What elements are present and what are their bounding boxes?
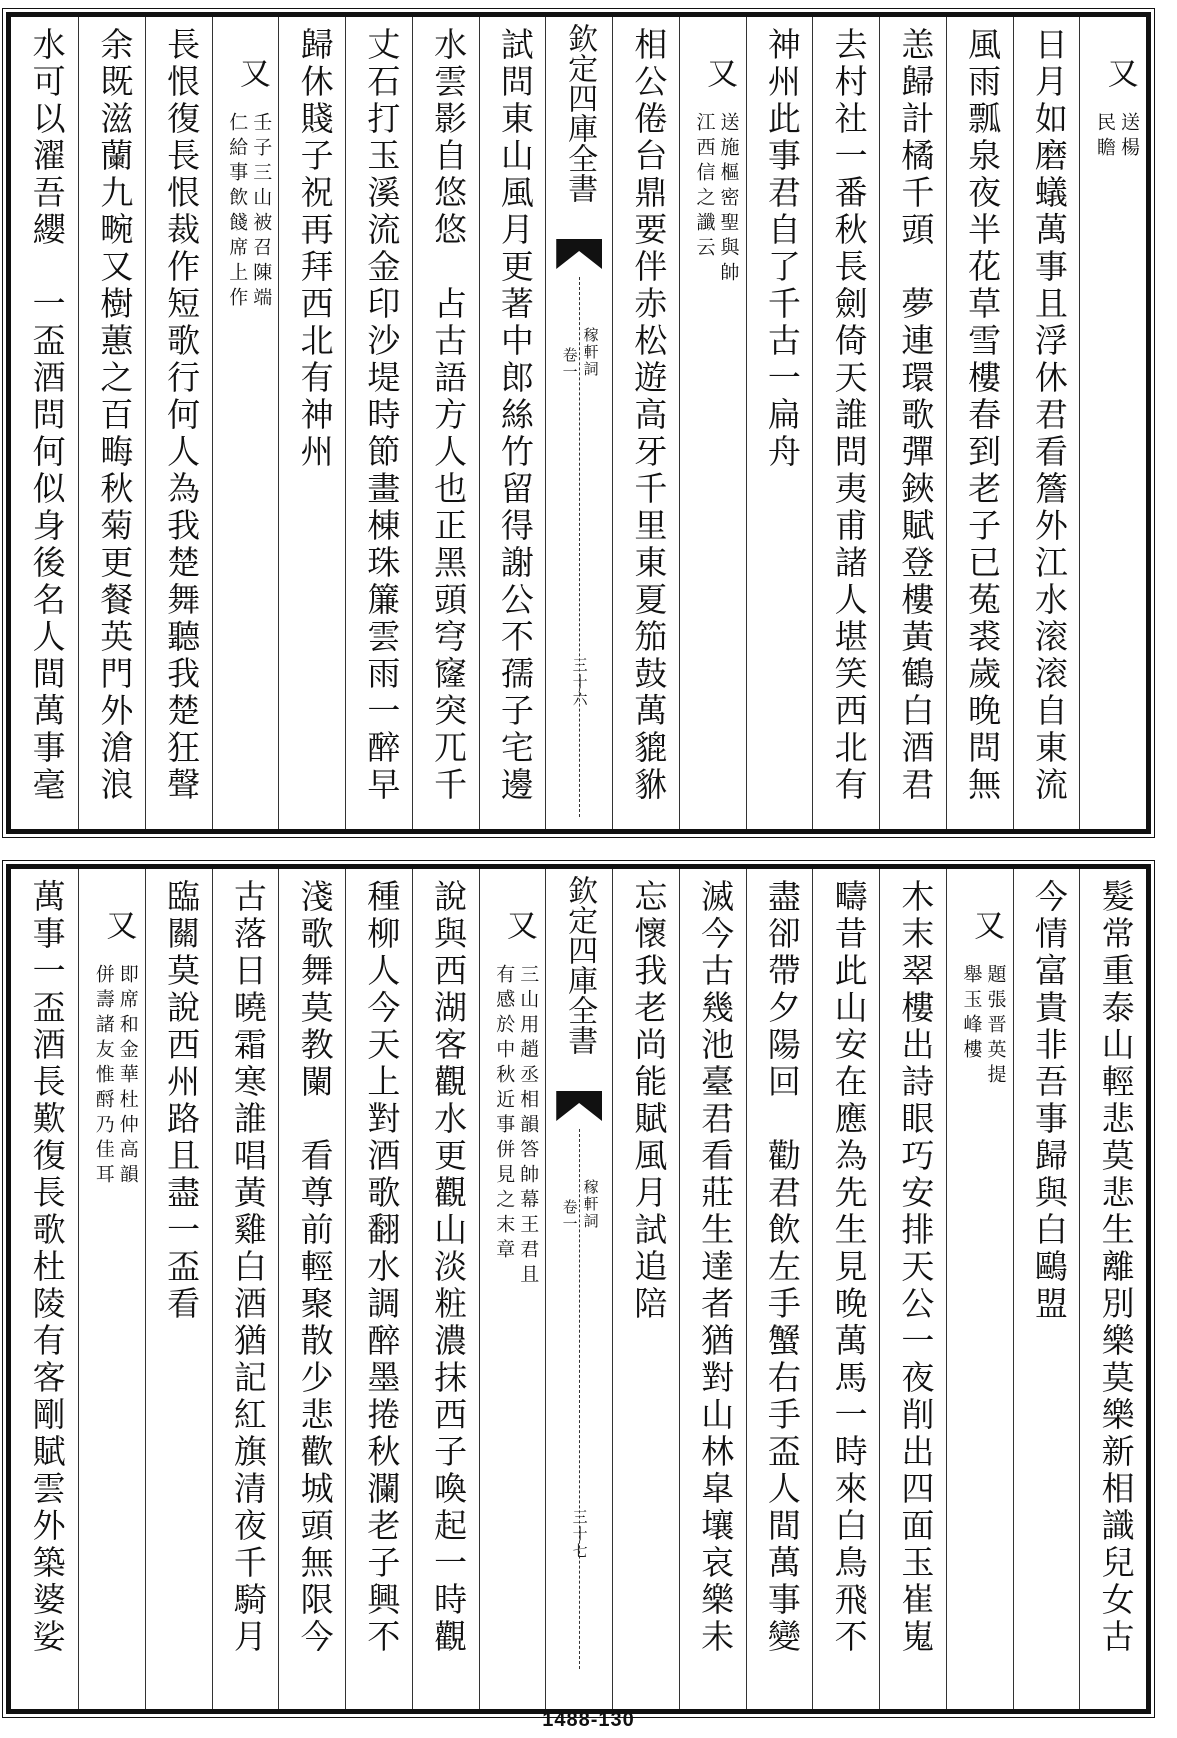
collection-title: 欽定四庫全書 bbox=[562, 23, 598, 203]
top-page bbox=[6, 12, 1151, 834]
text-column bbox=[412, 869, 479, 1709]
column-text: 髮常重泰山輕悲莫悲生離別樂莫樂新相識兒女古 bbox=[1096, 879, 1136, 1656]
poem-note: 有感於中秋近事併見之末章 bbox=[493, 964, 516, 1264]
column-text: 滅今古幾池臺君看莊生達者猶對山林皐壤哀樂未 bbox=[696, 879, 736, 1656]
collection-title: 欽定四庫全書 bbox=[562, 875, 598, 1055]
column-text: 疇昔此山安在應為先生見晚萬馬一時來白鳥飛不 bbox=[829, 879, 869, 1656]
column-text: 余既滋蘭九畹又樹蕙之百畮秋菊更餐英門外滄浪 bbox=[95, 27, 135, 804]
column-text: 古落日曉霜寒誰唱黃雞白酒猶記紅旗清夜千騎月 bbox=[228, 879, 268, 1656]
text-column bbox=[212, 869, 279, 1709]
text-column bbox=[746, 17, 813, 829]
column-text: 臨關莫說西州路且盡一盃看 bbox=[162, 879, 202, 1323]
poem-subtitle bbox=[493, 964, 539, 1289]
poem-subtitle bbox=[694, 112, 740, 287]
fold-line bbox=[579, 1129, 580, 1669]
text-column bbox=[479, 17, 546, 829]
column-text: 去村社一番秋長劍倚天誰問夷甫諸人堪笑西北有 bbox=[829, 27, 869, 804]
fishtail-mark bbox=[556, 239, 602, 269]
text-column bbox=[345, 869, 412, 1709]
text-column bbox=[11, 869, 78, 1709]
poem-heading-column bbox=[212, 17, 279, 829]
poem-heading-column bbox=[946, 869, 1013, 1709]
column-text: 忘懷我老尚能賦風月試追陪 bbox=[629, 879, 669, 1323]
column-text: 說與西湖客觀水更觀山淡粧濃抹西子喚起一時觀 bbox=[429, 879, 469, 1656]
text-column bbox=[1079, 869, 1146, 1709]
bottom-page bbox=[6, 864, 1151, 1714]
book-name: 稼軒詞 bbox=[581, 1179, 600, 1230]
column-text: 相公倦台鼎要伴赤松遊高牙千里東夏笳鼓萬貔貅 bbox=[629, 27, 669, 804]
column-text: 長恨復長恨裁作短歌行何人為我楚舞聽我楚狂聲 bbox=[162, 27, 202, 804]
center-fold-column bbox=[545, 17, 612, 829]
text-column bbox=[879, 17, 946, 829]
text-column bbox=[278, 869, 345, 1709]
text-column bbox=[412, 17, 479, 829]
column-text: 木末翠樓出詩眼巧安排天公一夜削出四面玉崔嵬 bbox=[896, 879, 936, 1656]
poem-note: 併壽諸友惟酹乃佳耳 bbox=[92, 964, 115, 1189]
poem-heading-column bbox=[479, 869, 546, 1709]
book-name: 稼軒詞 bbox=[581, 327, 600, 378]
column-text: 水雲影自悠悠 占古語方人也正黑頭穹窿突兀千 bbox=[429, 27, 469, 804]
folio-number: 三十七 bbox=[570, 1509, 589, 1560]
poem-subtitle bbox=[1094, 112, 1140, 162]
poem-note: 即席和金華杜仲高韻 bbox=[116, 964, 139, 1189]
poem-note: 仁給事飲餞席上作 bbox=[226, 112, 249, 312]
column-text: 日月如磨蟻萬事且浮休君看簷外江水滚滚自東流 bbox=[1029, 27, 1069, 804]
column-text: 淺歌舞莫教闌 看尊前輕聚散少悲歡城頭無限今 bbox=[295, 879, 335, 1656]
text-column bbox=[746, 869, 813, 1709]
text-column bbox=[679, 869, 746, 1709]
column-text: 試問東山風月更著中郎絲竹留得謝公不孺子宅邊 bbox=[495, 27, 535, 804]
poem-note: 送施樞密聖與帥 bbox=[717, 112, 740, 287]
poem-note: 三山用趙丞相韻答帥幕王君且 bbox=[517, 964, 540, 1289]
poem-subtitle bbox=[93, 964, 139, 1189]
text-column bbox=[345, 17, 412, 829]
poem-heading-column bbox=[1079, 17, 1146, 829]
poem-note: 民瞻 bbox=[1094, 112, 1116, 162]
text-column bbox=[612, 869, 679, 1709]
column-text: 歸休賤子祝再拜西北有神州 bbox=[295, 27, 335, 471]
poem-title: 又 bbox=[233, 57, 270, 92]
poem-title: 又 bbox=[968, 909, 1005, 944]
fishtail-mark bbox=[556, 1091, 602, 1121]
text-column bbox=[1013, 17, 1080, 829]
column-text: 丈石打玉溪流金印沙堤時節畫棟珠簾雲雨一醉早 bbox=[362, 27, 402, 804]
bottom-columns bbox=[11, 869, 1146, 1709]
text-column bbox=[11, 17, 78, 829]
folio-number: 三十六 bbox=[570, 657, 589, 708]
column-text: 恙歸計橘千頭 夢連環歌彈鋏賦登樓黃鶴白酒君 bbox=[896, 27, 936, 804]
page-number: 1488-130 bbox=[542, 1709, 635, 1731]
fold-line bbox=[579, 277, 580, 817]
poem-heading-column bbox=[78, 869, 145, 1709]
column-text: 盡卻帶夕陽回 勸君飲左手蟹右手盃人間萬事變 bbox=[762, 879, 802, 1656]
poem-heading-column bbox=[679, 17, 746, 829]
text-column bbox=[879, 869, 946, 1709]
text-column bbox=[612, 17, 679, 829]
column-text: 萬事一盃酒長歎復長歌杜陵有客剛賦雲外築婆娑 bbox=[27, 879, 67, 1656]
poem-note: 題張晋英提 bbox=[984, 964, 1007, 1089]
column-text: 種柳人今天上對酒歌翻水調醉墨捲秋瀾老子興不 bbox=[362, 879, 402, 1656]
text-column bbox=[1013, 869, 1080, 1709]
volume-label: 卷一 bbox=[560, 1199, 579, 1233]
text-column bbox=[145, 869, 212, 1709]
column-text: 神州此事君自了千古一扁舟 bbox=[762, 27, 802, 471]
text-column bbox=[145, 17, 212, 829]
text-column bbox=[812, 17, 879, 829]
text-column bbox=[278, 17, 345, 829]
poem-subtitle bbox=[961, 964, 1007, 1089]
poem-note: 壬子三山被召陳端 bbox=[250, 112, 273, 312]
poem-title: 又 bbox=[701, 57, 738, 92]
volume-label: 卷一 bbox=[560, 347, 579, 381]
poem-note: 江西信之讖云 bbox=[693, 112, 716, 262]
top-columns bbox=[11, 17, 1146, 829]
poem-title: 又 bbox=[500, 909, 537, 944]
text-column bbox=[78, 17, 145, 829]
poem-title: 又 bbox=[1101, 57, 1138, 92]
text-column bbox=[812, 869, 879, 1709]
text-column bbox=[946, 17, 1013, 829]
poem-note: 舉玉峰樓 bbox=[960, 964, 983, 1064]
poem-title: 又 bbox=[100, 909, 137, 944]
column-text: 水可以濯吾纓 一盃酒問何似身後名人間萬事毫 bbox=[27, 27, 67, 804]
center-fold-column bbox=[545, 869, 612, 1709]
column-text: 今情富貴非吾事歸與白鷗盟 bbox=[1029, 879, 1069, 1323]
column-text: 風雨瓢泉夜半花草雪樓春到老子已菟裘歲晚問無 bbox=[963, 27, 1003, 804]
poem-subtitle bbox=[226, 112, 272, 312]
poem-note: 送楊 bbox=[1118, 112, 1140, 162]
